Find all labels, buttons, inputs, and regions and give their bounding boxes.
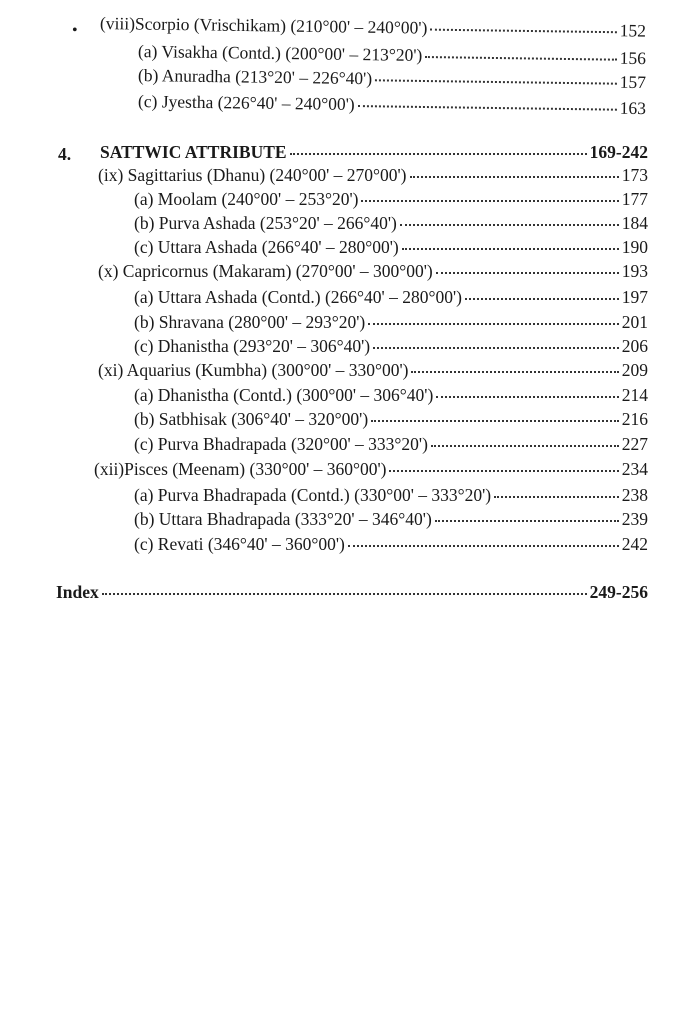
toc-entry-text: (b) Anuradha (213°20' – 226°40')	[137, 65, 373, 89]
toc-entry-text: (b) Purva Ashada (253°20' – 266°40')	[134, 213, 397, 233]
leader-dots	[373, 347, 619, 349]
leader-dots	[430, 29, 616, 34]
toc-entry-aquarius	[98, 359, 648, 381]
toc-page-number: 152	[619, 20, 647, 41]
toc-entry-text: (viii)Scorpio (Vrischikam) (210°00' – 240°00')	[99, 13, 428, 38]
toc-entry-text: (c) Jyestha (226°40' – 240°00')	[137, 91, 355, 115]
toc-entry-text: (a) Uttara Ashada (Contd.) (266°40' – 280°00')	[134, 287, 462, 307]
toc-page-number: 197	[621, 287, 648, 307]
toc-entry-capricornus	[98, 260, 648, 282]
leader-dots	[368, 323, 619, 325]
toc-entry-satbhisak	[134, 408, 648, 430]
toc-entry-uttara-ashada-contd	[134, 286, 648, 308]
leader-dots	[465, 298, 619, 300]
toc-page-number: 238	[621, 485, 648, 505]
toc-page-number: 234	[621, 459, 648, 479]
leader-dots	[402, 248, 619, 250]
toc-entry-pisces	[94, 458, 648, 480]
toc-entry-text: (ix) Sagittarius (Dhanu) (240°00' – 270°00')	[98, 165, 407, 185]
toc-entry-text: (x) Capricornus (Makaram) (270°00' – 300°00')	[98, 261, 433, 281]
toc-entry-purva-bhadrapada	[134, 433, 648, 455]
index-page-range: 249-256	[589, 582, 648, 602]
leader-dots	[389, 470, 618, 472]
toc-page-number: 216	[621, 409, 648, 429]
leader-dots	[431, 445, 619, 447]
toc-page-number: 156	[619, 47, 647, 69]
toc-entry-scorpio	[100, 12, 646, 42]
leader-dots	[400, 224, 619, 226]
chapter-title: SATTWIC ATTRIBUTE	[100, 142, 287, 162]
toc-entry-text: (a) Purva Bhadrapada (Contd.) (330°00' – 333°20')	[134, 485, 492, 505]
leader-dots	[375, 79, 617, 84]
leader-dots	[410, 176, 619, 178]
toc-page-number: 173	[621, 165, 648, 185]
toc-entry-text: (c) Dhanistha (293°20' – 306°40')	[134, 336, 371, 356]
toc-entry-purva-bhadrapada-contd	[134, 484, 648, 506]
toc-entry-uttara-ashada	[134, 236, 648, 258]
toc-entry-revati	[134, 533, 648, 555]
toc-entry-text: (c) Purva Bhadrapada (320°00' – 333°20')	[134, 434, 428, 454]
toc-entry-text: (a) Visakha (Contd.) (200°00' – 213°20')	[137, 41, 423, 65]
toc-entry-text: (a) Dhanistha (Contd.) (300°00' – 306°40')	[134, 385, 434, 405]
index-entry	[56, 581, 648, 603]
toc-page-number: 227	[621, 434, 648, 454]
chapter-heading	[100, 141, 648, 163]
leader-dots	[425, 56, 616, 61]
toc-entry-dhanistha	[134, 335, 648, 357]
toc-entry-uttara-bhadrapada	[134, 508, 648, 530]
leader-dots	[290, 153, 587, 155]
leader-dots	[411, 371, 618, 373]
bullet-mark: •	[72, 22, 78, 39]
toc-page-number: 177	[621, 189, 648, 209]
index-title: Index	[56, 582, 99, 602]
toc-entry-moolam	[134, 188, 648, 210]
toc-entry-text: (xii)Pisces (Meenam) (330°00' – 360°00')	[94, 459, 387, 479]
toc-page-number: 193	[621, 261, 648, 281]
toc-entry-text: (b) Satbhisak (306°40' – 320°00')	[134, 409, 369, 429]
toc-page-number: 184	[621, 213, 648, 233]
leader-dots	[436, 396, 618, 398]
leader-dots	[361, 200, 618, 202]
chapter-page-range: 169-242	[589, 142, 648, 162]
toc-page-number: 209	[621, 360, 648, 380]
toc-entry-text: (xi) Aquarius (Kumbha) (300°00' – 330°00')	[98, 360, 409, 380]
toc-page-number: 201	[621, 312, 648, 332]
toc-entry-text: (c) Uttara Ashada (266°40' – 280°00')	[134, 237, 399, 257]
leader-dots	[371, 420, 619, 422]
toc-page-number: 242	[621, 534, 648, 554]
toc-page-number: 190	[621, 237, 648, 257]
chapter-number: 4.	[58, 144, 72, 164]
toc-entry-text: (c) Revati (346°40' – 360°00')	[134, 534, 345, 554]
toc-entry-purva-ashada	[134, 212, 648, 234]
leader-dots	[348, 545, 619, 547]
toc-entry-text: (a) Moolam (240°00' – 253°20')	[134, 189, 359, 209]
toc-entry-text: (b) Shravana (280°00' – 293°20')	[134, 312, 366, 332]
toc-page-number: 206	[621, 336, 648, 356]
leader-dots	[358, 105, 617, 111]
toc-entry-anuradha	[138, 64, 646, 93]
toc-entry-text: (b) Uttara Bhadrapada (333°20' – 346°40')	[134, 509, 432, 529]
toc-page-number: 239	[621, 509, 648, 529]
toc-entry-jyestha	[138, 90, 646, 119]
toc-page-number: 214	[621, 385, 648, 405]
leader-dots	[436, 272, 619, 274]
leader-dots	[435, 520, 619, 522]
leader-dots	[494, 496, 619, 498]
toc-entry-dhanistha-contd	[134, 384, 648, 406]
toc-page-number: 163	[619, 97, 647, 119]
toc-page-number: 157	[619, 71, 647, 93]
toc-entry-sagittarius	[98, 164, 648, 186]
leader-dots	[102, 593, 587, 595]
toc-entry-shravana	[134, 311, 648, 333]
